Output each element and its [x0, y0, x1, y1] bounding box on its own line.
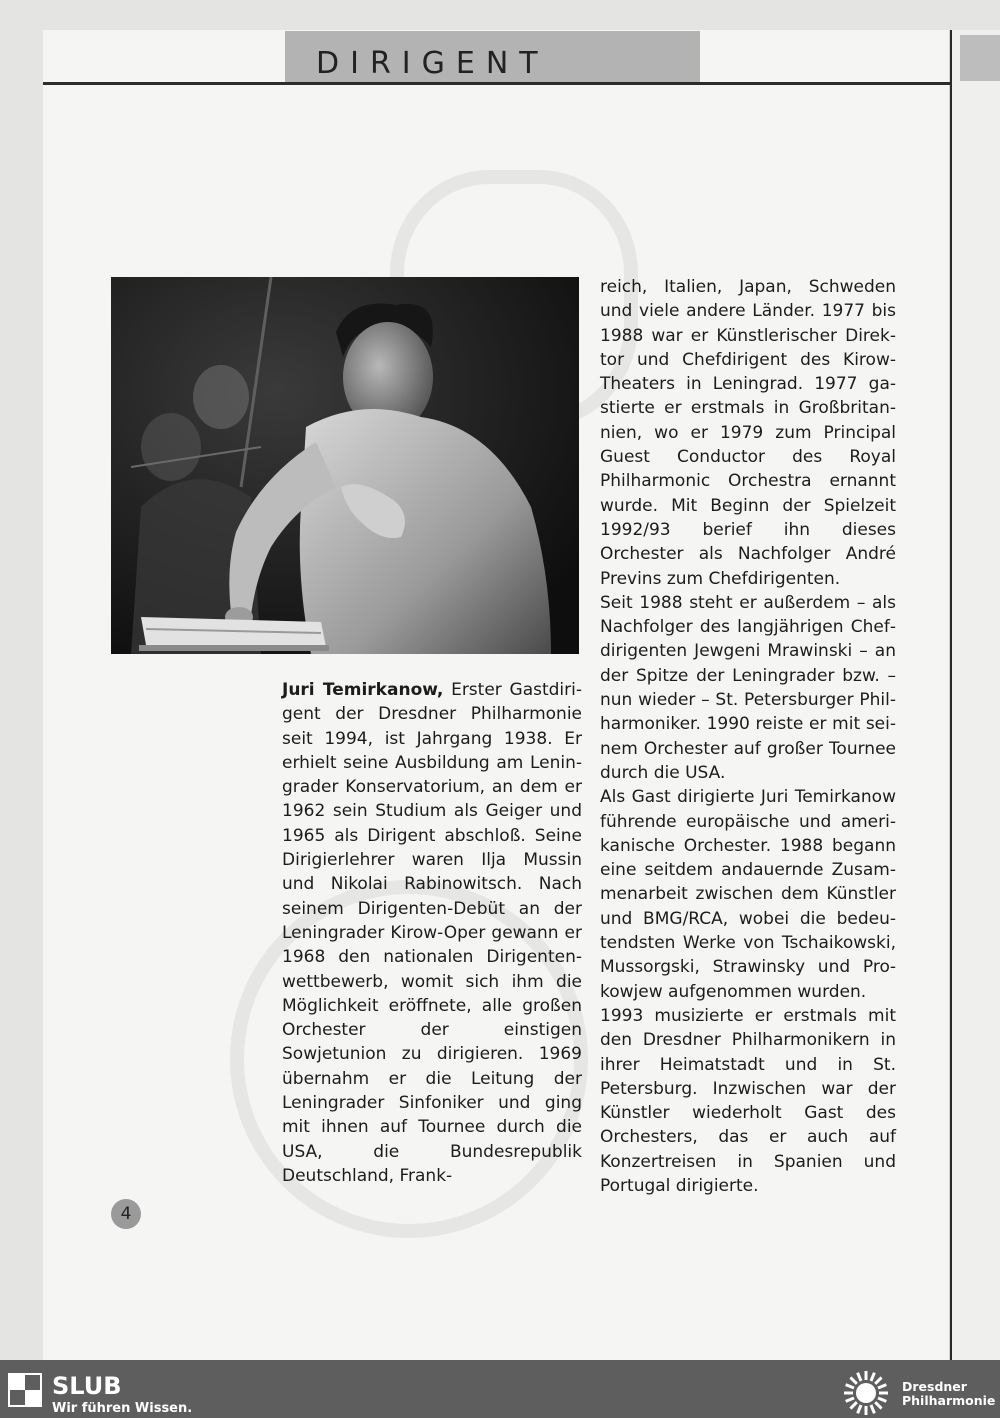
logo-ray — [858, 1405, 861, 1413]
biography-paragraph: Als Gast dirigierte Juri Temirkanow führende europäische und amerikanische Orchester. 1988 begann eine seitdem andauernde Zusammenarbeit zwischen dem Künstler und BMG/RCA, wobei die bedeutendsten Werke von Tschaikowski, Mussorgski, Strawinsky und Prokowjew aufgenommen wurden. — [600, 787, 896, 1002]
logo-ray — [850, 1377, 856, 1383]
logo-ray — [846, 1385, 854, 1388]
biography-right-column — [600, 275, 896, 1198]
logo-ray — [846, 1398, 854, 1401]
conductor-photo — [111, 277, 579, 654]
logo-ray — [875, 1377, 881, 1383]
logo-ray — [871, 1405, 874, 1413]
biography-paragraph: reich, Italien, Japan, Schweden und viele andere Länder. 1977 bis 1988 war er Künstlerischer Direktor und Chefdirigent des Kirow-Theaters in Leningrad. 1977 gastierte er erstmals in Großbritannien, wo er 1979 zum Principal Guest Conductor des Royal Philharmonic Orchestra ernannt wurde. Mit Beginn der Spielzeit 1992/93 berief ihn dieses Orchester als Nachfolger André Previns zum Chefdirigenten. — [600, 277, 896, 589]
slub-logo-icon — [8, 1373, 42, 1407]
page-title: DIRIGENT — [316, 46, 549, 81]
page-number: 4 — [111, 1199, 141, 1229]
logo-ray — [858, 1373, 861, 1381]
biography-paragraph: 1993 musizierte er erstmals mit den Dresdner Philharmonikern in ihrer Heimatstadt und in St. Petersburg. Inzwischen war der Künstler wiederholt Gast des Orchesters, das er auch auf Konzertreisen in Spanien und Portugal dirigierte. — [600, 1005, 896, 1196]
conductor-name: Juri Temirkanow, — [282, 680, 444, 700]
philharmonie-logo-icon — [841, 1368, 891, 1418]
header-rule — [43, 82, 950, 85]
adjacent-page-header-band — [960, 35, 1000, 81]
slub-name: SLUB — [52, 1372, 122, 1400]
biography-paragraph: Seit 1988 steht er außerdem – als Nachfolger des langjährigen Chefdirigenten Jewgeni Mrawinski – an der Spitze der Leningrader bzw. – nun wieder – St. Petersburger Philharmoniker. 1990 reiste er mit seinem Orchester auf großer Tournee durch die USA. — [600, 592, 896, 783]
slub-tagline: Wir führen Wissen. — [52, 1401, 193, 1416]
logo-ray — [878, 1398, 886, 1401]
partner-name-line1: Dresdner — [902, 1379, 967, 1394]
biography-text-left: Erster Gastdirigent der Dresdner Philharmonie seit 1994, ist Jahrgang 1938. Er erhielt seine Ausbildung am Leningrader Konservatorium, an dem er 1962 sein Studium als Geiger und 1965 als Dirigent abschloß. Seine Dirigierlehrer waren Ilja Mussin und Nikolai Rabinowitsch. Nach seinem Dirigenten-Debüt an der Leningrader Kirow-Oper gewann er 1968 den nationalen Dirigentenwettbewerb, womit sich ihm die Möglichkeit eröffnete, alle großen Orchester der einstigen Sowjetunion zu dirigieren. 1969 übernahm er die Leitung der Leningrader Sinfoniker und ging mit ihnen auf Tournee durch die USA, die Bundesrepublik Deutschland, Frank- — [282, 680, 582, 1186]
logo-ray — [850, 1402, 856, 1408]
logo-ray — [871, 1373, 874, 1381]
logo-ray — [875, 1402, 881, 1408]
biography-left-column — [282, 678, 582, 1188]
logo-ray — [878, 1385, 886, 1388]
photo-illustration — [111, 277, 579, 654]
adjacent-page-edge — [950, 30, 1000, 1360]
partner-name — [902, 1380, 995, 1408]
partner-name-line2: Philharmonie — [902, 1393, 996, 1408]
